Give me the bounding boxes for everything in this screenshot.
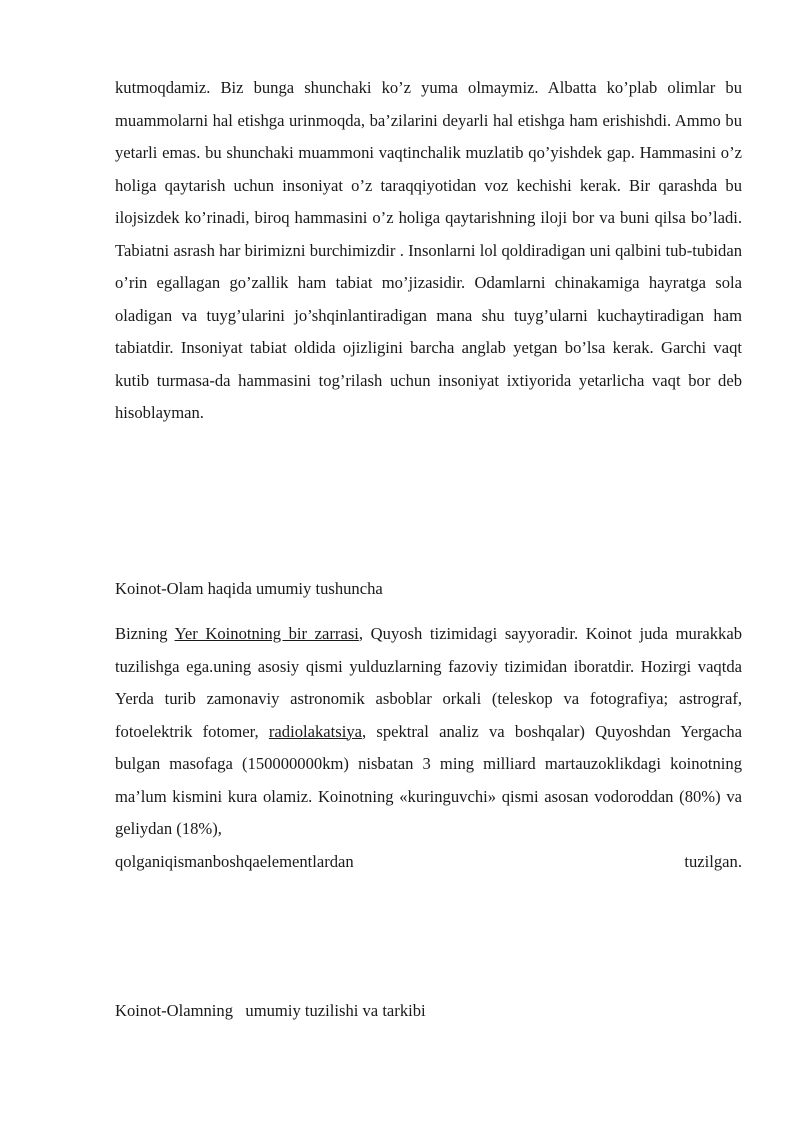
paragraph-text: , Quyosh tizimidagi sayyoradir. Koinot juda murakkab tuzilishga ega.uning asosiy qismi yulduzlarning fazoviy tizimidan iboratdir. Hozirgi vaqtda Yerda turib zamonaviy astronomik asboblar orkali (teleskop va fotografiya; astrograf, fotoelektrik fotomer, [115,624,743,741]
paragraph-universe [115,618,742,878]
heading-universe-concept: Koinot-Olam haqida umumiy tushuncha [115,579,383,598]
word: boshqa [212,851,260,871]
word: tuzilgan. [684,851,742,871]
word: elementlardan [259,851,354,871]
heading-universe-structure: Koinot-Olamning umumiy tuzilishi va tarkibi [115,1001,426,1020]
paragraph-last-line [115,846,742,879]
paragraph-nature-conservation: kutmoqdamiz. Biz bunga shunchaki ko’z yuma olmaymiz. Albatta ko’plab olimlar bu muammolarni hal etishga urinmoqda, ba’zilarini deyarli hal etishga ham erishishdi. Ammo bu yetarli emas. bu shunchaki muammoni vaqtinchalik muzlatib qo’yishdek gap. Hammasini o’z holiga qaytarish uchun insoniyat o’z taraqqiyotidan voz kechishi kerak. Bir qarashda bu ilojsizdek ko’rinadi, biroq hammasini o’z holiga qaytarishning iloji bor va buni qilsa bo’ladi. Tabiatni asrash har birimizni burchimizdir . Insonlarni lol qoldiradigan uni qalbini tub-tubidan o’rin egallagan go’zallik ham tabiat mo’jizasidir. Odamlarni chinakamiga hayratga sola oladigan va tuyg’ularini jo’shqinlantiradigan mana shu tuyg’ularni kuchaytiradigan ham tabiatdir. Insoniyat tabiat oldida ojizligini barcha anglab yetgan bo’lsa kerak. Garchi vaqt kutib turmasa-da hammasini tog’rilash uchun insoniyat ixtiyorida yetarlicha vaqt bor deb hisoblayman. [115,78,742,422]
link-earth-universe-particle[interactable]: Yer Koinotning bir zarrasi [174,624,359,643]
word: qisman [164,851,213,871]
paragraph-text: Bizning [115,624,175,643]
word: qolgani [115,851,165,871]
link-radiolocation[interactable]: radiolakatsiya [268,721,362,741]
justify-spacer [354,846,685,879]
paragraph-text: , spektral analiz va boshqalar) Quyoshdan Yergacha bulgan masofaga (150000000km) nisbatan 3 ming milliard martauzoklikdagi koinotning ma’lum kismini kura olamiz. Koinotning «kuringuvchi» qismi asosan vodoroddan (80%) va geliydan (18%), [115,721,742,838]
